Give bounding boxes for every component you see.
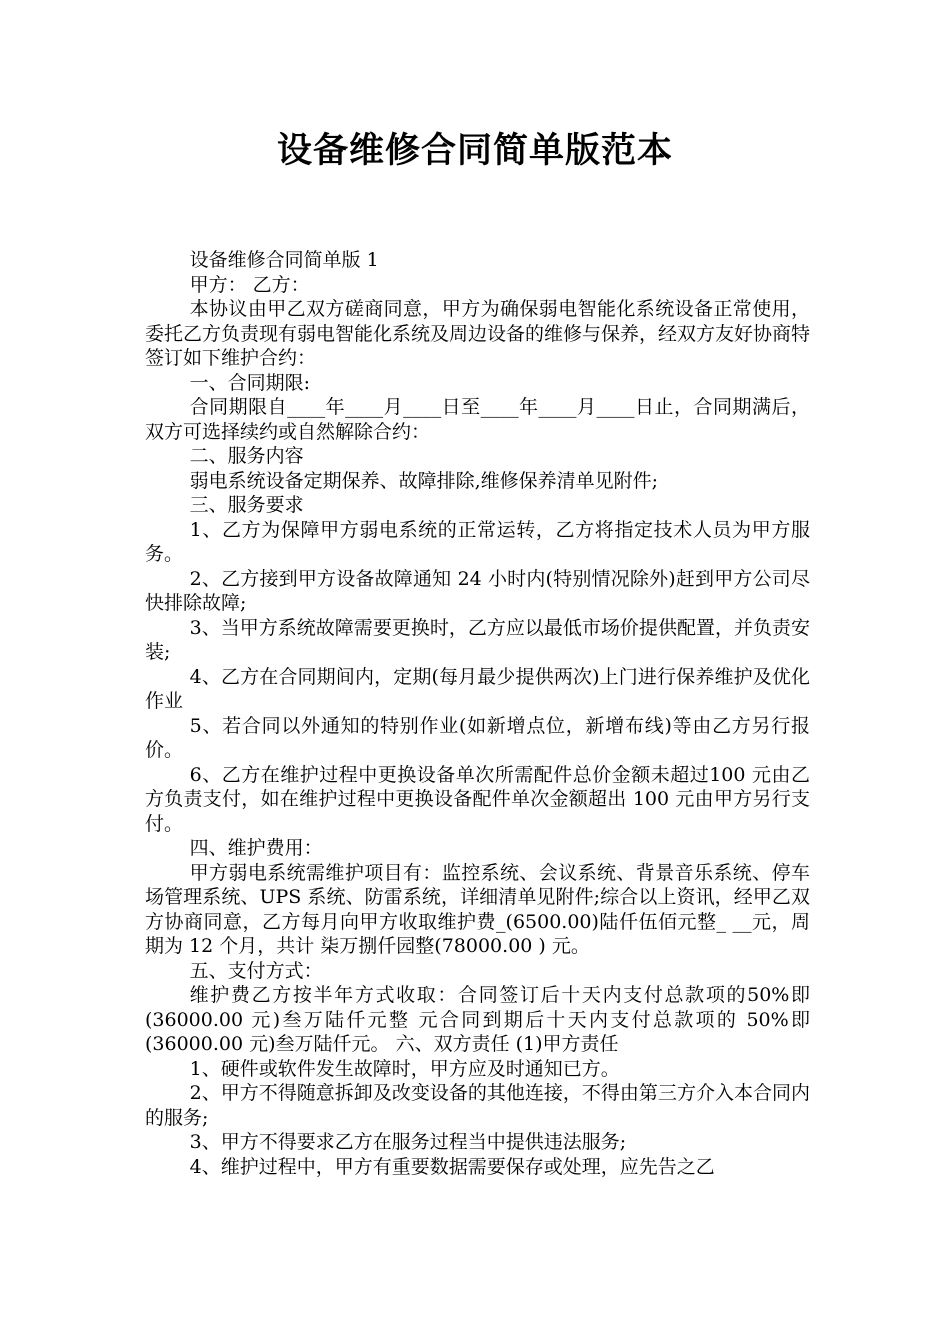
requirement-item: 1、乙方为保障甲方弱电系统的正常运转，乙方将指定技术人员为甲方服务。: [145, 518, 810, 565]
paragraph-fee: 甲方弱电系统需维护项目有：监控系统、会议系统、背景音乐系统、停车场管理系统、UPS 系统、防雷系统，详细清单见附件;综合以上资讯，经甲乙双方协商同意，乙方每月向甲方收取维护费_(6500.00)陆仟伍佰元整_ __元，周期为 12 个月，共计 柒万捌仟园整(78000.00 ) 元。: [145, 861, 810, 957]
section-term-heading: 一、合同期限:: [189, 371, 311, 394]
requirement-item: 2、乙方接到甲方设备故障通知 24 小时内(特别情况除外)赶到甲方公司尽快排除故障;: [145, 567, 810, 614]
paragraph-parties: 甲方： 乙方：: [189, 273, 310, 296]
paragraph-intro: 本协议由甲乙双方磋商同意，甲方为确保弱电智能化系统设备正常使用，委托乙方负责现有弱电智能化系统及周边设备的维修与保养，经双方友好协商特签订如下维护合约：: [145, 298, 811, 369]
contract-body: [145, 248, 810, 1179]
section-requirements-heading: 三、服务要求: [189, 494, 304, 516]
duty-item: 3、甲方不得要求乙方在服务过程当中提供违法服务;: [189, 1131, 627, 1153]
duty-item: 4、维护过程中，甲方有重要数据需要保存或处理，应先告之乙: [189, 1155, 715, 1178]
requirement-item: 3、当甲方系统故障需要更换时，乙方应以最低市场价提供配置，并负责安装;: [145, 616, 810, 663]
duty-item: 2、甲方不得随意拆卸及改变设备的其他连接，不得由第三方介入本合同内的服务;: [145, 1082, 810, 1129]
requirement-item: 6、乙方在维护过程中更换设备单次所需配件总价金额未超过100 元由乙方负责支付，如在维护过程中更换设备配件单次金额超出 100 元由甲方另行支付。: [145, 763, 810, 835]
paragraph-service: 弱电系统设备定期保养、故障排除,维修保养清单见附件;: [189, 469, 659, 492]
paragraph-payment: 维护费乙方按半年方式收取：合同签订后十天内支付总款项的50%即(36000.00 元)叁万陆仟元整 元合同到期后十天内支付总款项的 50%即 (36000.00 元)叁万陆仟元。 六、双方责任 (1)甲方责任: [145, 984, 810, 1055]
section-payment-heading: 五、支付方式：: [189, 959, 323, 982]
paragraph-term: 合同期限自____年____月____日至____年____月____日止，合同期满后，双方可选择续约或自然解除合约：: [145, 396, 810, 443]
requirement-item: 4、乙方在合同期间内，定期(每月最少提供两次)上门进行保养维护及优化作业: [145, 665, 810, 712]
document-title: 设备维修合同简单版范本: [276, 131, 673, 171]
duty-item: 1、硬件或软件发生故障时，甲方应及时通知已方。: [189, 1057, 620, 1080]
section-fee-heading: 四、维护费用：: [189, 837, 323, 859]
section-service-heading: 二、服务内容: [189, 445, 304, 467]
requirement-item: 5、若合同以外通知的特别作业(如新增点位，新增布线)等由乙方另行报价。: [145, 714, 810, 761]
paragraph-heading: 设备维修合同简单版 1: [189, 249, 379, 271]
